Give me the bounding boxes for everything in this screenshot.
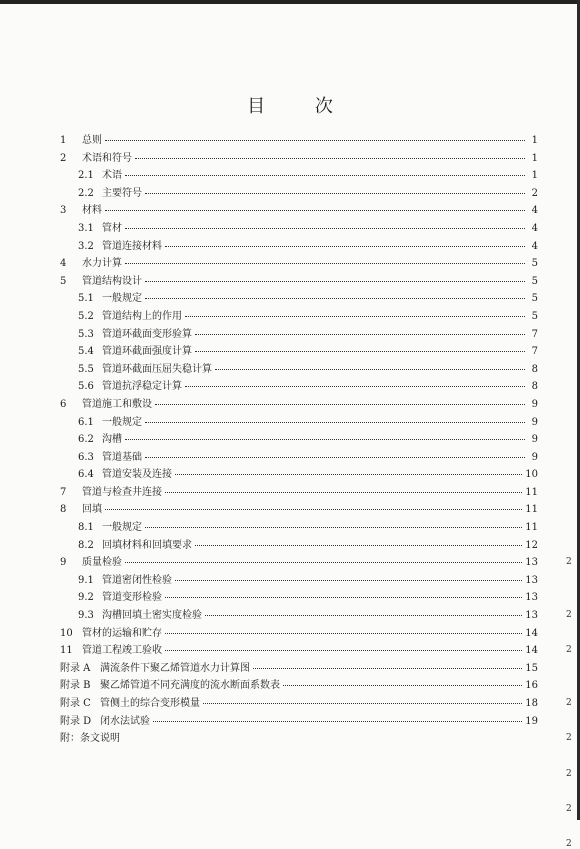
toc-entry-title: 沟槽 [102, 434, 122, 446]
toc-entry-number: 5.6 [78, 381, 94, 393]
toc-entry-title: 回填 [82, 504, 102, 516]
toc-entry-number: 7 [60, 486, 67, 498]
toc-entry-title: 管道变形检验 [102, 592, 162, 604]
toc-page-number: 9 [531, 434, 538, 446]
toc-dot-leader [253, 658, 522, 669]
toc-page-number: 8 [531, 363, 538, 375]
toc-dot-leader [195, 341, 525, 352]
toc-entry-number: 9.3 [78, 610, 94, 622]
margin-mark: 2 [566, 557, 572, 568]
margin-mark: 2 [566, 768, 572, 779]
toc-dot-leader [185, 376, 525, 387]
toc-entry[interactable] [60, 713, 538, 731]
toc-entry-title: 管道结构设计 [82, 275, 142, 287]
toc-entry-number: 9.1 [78, 574, 94, 586]
toc-dot-leader [145, 447, 525, 458]
toc-page-number: 14 [525, 627, 538, 639]
toc-entry-number: 附录 B [60, 680, 91, 692]
toc-page-number: 7 [531, 328, 538, 340]
margin-mark: 2 [566, 698, 572, 709]
toc-page-number: 18 [525, 698, 538, 709]
toc-dot-leader [145, 412, 525, 423]
toc-page-number: 5 [531, 293, 538, 305]
toc-entry-title: 一般规定 [102, 522, 142, 534]
toc-entry-number: 6 [60, 398, 67, 410]
toc-dot-leader [165, 640, 522, 651]
toc-entry-title: 管道环截面压屈失稳计算 [102, 363, 212, 375]
toc-entry-title: 回填材料和回填要求 [102, 539, 192, 551]
toc-entry-number: 6.4 [78, 469, 94, 481]
toc-page-number: 13 [525, 574, 538, 586]
toc-page-number: 9 [531, 451, 538, 463]
toc-entry-number: 6.1 [78, 416, 94, 428]
toc-dot-leader [145, 271, 525, 282]
toc-entry-title: 管材的运输和贮存 [82, 627, 162, 639]
toc-entry-number: 5.4 [78, 346, 94, 358]
toc-entry-number: 8.2 [78, 539, 94, 551]
toc-entry-number: 9 [60, 557, 67, 569]
toc-entry-title: 管道环截面强度计算 [102, 346, 192, 358]
toc-page-number: 13 [525, 557, 538, 569]
toc-dot-leader [153, 711, 522, 722]
toc-entry-title: 聚乙烯管道不同充满度的流水断面系数表 [100, 680, 280, 692]
toc-page-number: 15 [525, 662, 538, 674]
toc-entry-number: 9.2 [78, 592, 94, 604]
toc-page-number: 8 [531, 381, 538, 393]
toc-entry-number: 附录 D [60, 715, 92, 727]
toc-entry-number: 2.2 [78, 187, 94, 199]
toc-dot-leader [283, 675, 522, 686]
toc-page-number: 7 [531, 346, 538, 358]
toc-dot-leader [105, 130, 525, 141]
toc-dot-leader [175, 464, 522, 475]
toc-dot-leader [135, 148, 525, 159]
toc-entry-title: 管道连接材料 [102, 240, 162, 252]
toc-entry-title: 一般规定 [102, 416, 142, 428]
toc-page-number: 12 [525, 539, 538, 551]
toc-entry-title: 管侧土的综合变形模量 [100, 698, 200, 709]
margin-mark: 2 [566, 610, 572, 621]
page-top-edge [0, 0, 580, 4]
toc-dot-leader [145, 183, 525, 194]
toc-entry-number: 3.2 [78, 240, 94, 252]
toc-dot-leader [165, 587, 522, 598]
toc-dot-leader [205, 605, 522, 616]
toc-page-number: 11 [525, 522, 538, 534]
toc-dot-leader [125, 218, 525, 229]
table-of-contents [60, 132, 538, 748]
toc-dot-leader [125, 552, 522, 563]
toc-entry-number: 4 [60, 258, 67, 270]
toc-entry-title: 管材 [102, 222, 122, 234]
toc-entry-number: 2.1 [78, 170, 94, 182]
toc-dot-leader [195, 324, 525, 335]
toc-dot-leader [175, 570, 522, 581]
toc-entry-number: 附录 C [60, 698, 91, 709]
toc-page-number: 9 [531, 398, 538, 410]
toc-dot-leader [125, 253, 525, 264]
toc-entry-title: 沟槽回填土密实度检验 [102, 610, 202, 622]
toc-entry-title: 主要符号 [102, 187, 142, 199]
toc-dot-leader [105, 200, 525, 211]
toc-page-number: 16 [525, 680, 538, 692]
toc-entry-number: 5 [60, 275, 67, 287]
toc-entry-title: 管道基础 [102, 451, 142, 463]
toc-entry-number: 5.2 [78, 310, 94, 322]
toc-entry-number: 5.1 [78, 293, 94, 305]
toc-entry-number: 5.5 [78, 363, 94, 375]
margin-mark: 2 [566, 839, 572, 849]
toc-entry-title: 材料 [82, 205, 102, 217]
toc-entry-number: 6.3 [78, 451, 94, 463]
toc-entry-title: 管道结构上的作用 [102, 310, 182, 322]
toc-dot-leader [125, 429, 525, 440]
toc-entry-title: 满流条件下聚乙烯管道水力计算图 [100, 662, 250, 674]
toc-entry-number: 8 [60, 504, 67, 516]
toc-page-number: 4 [531, 222, 538, 234]
toc-entry-number: 1 [60, 135, 67, 146]
toc-dot-leader [215, 359, 525, 370]
toc-page-number: 1 [531, 135, 538, 146]
toc-page-number: 9 [531, 416, 538, 428]
margin-mark: 2 [566, 733, 572, 744]
toc-entry-number: 8.1 [78, 522, 94, 534]
toc-page-number: 11 [525, 486, 538, 498]
toc-entry-title: 管道密闭性检验 [102, 574, 172, 586]
toc-appendix-note: 附：条文说明 [60, 733, 120, 745]
toc-entry-number: 2 [60, 152, 67, 164]
toc-entry-title: 一般规定 [102, 293, 142, 305]
toc-entry-number: 5.3 [78, 328, 94, 340]
toc-entry-number: 10 [60, 627, 73, 639]
toc-page-number: 19 [525, 715, 538, 727]
toc-dot-leader [125, 165, 525, 176]
toc-entry-number: 11 [60, 645, 73, 657]
toc-entry-title: 管道抗浮稳定计算 [102, 381, 182, 393]
toc-entry-number: 附录 A [60, 662, 91, 674]
toc-entry-title: 闭水法试验 [100, 715, 150, 727]
toc-page-number: 4 [531, 205, 538, 217]
toc-entry-title: 质量检验 [82, 557, 122, 569]
toc-dot-leader [165, 623, 522, 634]
margin-mark: 2 [566, 803, 572, 814]
toc-dot-leader [165, 482, 522, 493]
toc-entry-title: 术语和符号 [82, 152, 132, 164]
toc-entry-title: 管道工程竣工验收 [82, 645, 162, 657]
toc-dot-leader [195, 535, 522, 546]
toc-entry-title: 总则 [82, 135, 102, 146]
toc-dot-leader [145, 288, 525, 299]
toc-entry-number: 6.2 [78, 434, 94, 446]
toc-dot-leader [185, 306, 525, 317]
toc-dot-leader [165, 236, 525, 247]
toc-page-number: 11 [525, 504, 538, 516]
toc-dot-leader [155, 394, 525, 405]
toc-dot-leader [203, 693, 522, 704]
toc-page-number: 10 [525, 469, 538, 481]
page-title: 目 次 [247, 96, 355, 117]
toc-page-number: 1 [531, 170, 538, 182]
toc-page-number: 14 [525, 645, 538, 657]
toc-page-number: 1 [531, 152, 538, 164]
toc-page-number: 13 [525, 610, 538, 622]
toc-page-number: 2 [531, 187, 538, 199]
toc-entry-number: 3 [60, 205, 67, 217]
toc-page-number: 4 [531, 240, 538, 252]
toc-entry-title: 管道安装及连接 [102, 469, 172, 481]
toc-entry-title: 管道环截面变形验算 [102, 328, 192, 340]
right-margin-bleed [566, 0, 580, 849]
toc-entry-title: 术语 [102, 170, 122, 182]
toc-dot-leader [145, 517, 522, 528]
margin-mark: 2 [566, 645, 572, 656]
toc-entry-title: 管道施工和敷设 [82, 398, 152, 410]
toc-entry-title: 管道与检查井连接 [82, 486, 162, 498]
toc-dot-leader [105, 499, 522, 510]
toc-entry-title: 水力计算 [82, 258, 122, 270]
toc-page-number: 13 [525, 592, 538, 604]
toc-entry-number: 3.1 [78, 222, 94, 234]
toc-page-number: 5 [531, 258, 538, 270]
toc-page-number: 5 [531, 275, 538, 287]
toc-page-number: 5 [531, 310, 538, 322]
